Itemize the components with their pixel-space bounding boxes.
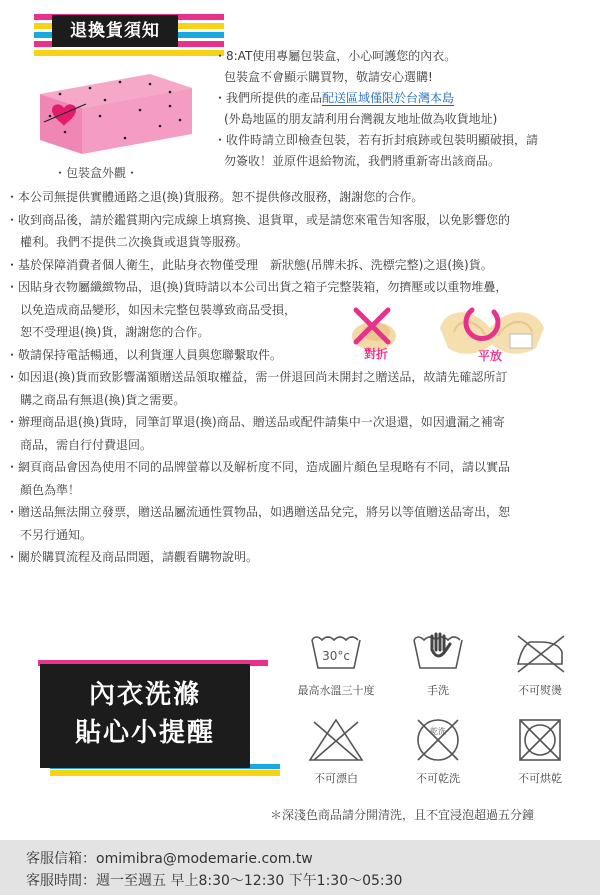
note-line: 勿簽收！並原件退給物流，我們將重新寄出該商品。 [224,154,501,168]
packaging-box-image [30,66,200,156]
list-item: ・基於保障消費者個人衛生，此貼身衣物僅受理 新狀態(吊牌未拆、洗標完整)之退(換)貨。 [6,257,493,272]
list-item-continued: 購之商品有無退(換)貨之需要。 [20,392,186,407]
care-label: 不可漂白 [314,772,358,785]
list-item: ・如因退(換)貨而致影響滿額贈送品領取權益，需一併退回尚未開封之贈送品，故請先確認所訂 [6,370,508,384]
list-item-continued: 商品，需自行付費退回。 [20,437,153,452]
care-wash-30 [290,628,382,708]
list-item: ・因貼身衣物屬纖緻物品，退(換)貨時請以本公司出貨之箱子完整裝箱，勿擠壓或以重物堆疊， [6,280,508,294]
packaging-box-caption: ・包裝盒外觀・ [54,166,139,180]
list-item-continued: 顏色為準！ [20,482,81,497]
list-item-continued: 以免造成商品變形，如因未完整包裝導致商品受損， [20,302,297,317]
note-line [214,88,584,109]
no-iron-icon [510,628,570,676]
dry-clean-symbol: 乾洗 [430,727,446,736]
care-label: 不可烘乾 [518,772,562,785]
service-email[interactable]: 客服信箱：omimibra@modemarie.com.tw [26,851,313,867]
list-item: ・收到商品後，請於鑑賞期內完成線上填寫換、退貨單，或是請您來電告知客服，以免影響您的 [6,212,511,227]
care-label: 手洗 [427,684,449,697]
wash-temp-symbol: 30°c [322,649,350,663]
list-item-continued: 不另行通知。 [20,527,93,542]
note-line: 包裝盒不會顯示購買物，敬請安心選購! [224,70,433,84]
service-hours: 客服時間：週一至週五 早上8:30～12:30 下午1:30～05:30 [26,873,403,889]
list-item-continued: 恕不受理退(換)貨，謝謝您的合作。 [20,325,210,339]
bra-bad-label: 對折 [363,347,389,361]
delivery-area-highlight: 配送區域僅限於台灣本島 [322,91,455,105]
care-symbols-grid [290,628,590,798]
care-label: 最高水溫三十度 [297,684,375,697]
packaging-notes [214,46,584,172]
laundry-title-line1: 內衣洗滌 [88,680,201,710]
care-note: ＊深淺色商品請分開清洗，且不宜浸泡超過五分鐘 [270,808,535,822]
lstripe-yellow [50,770,280,776]
customer-service-footer [0,840,600,895]
no-dry-clean-icon [408,716,468,764]
flat-bra-image [432,298,554,366]
list-item-continued: 權利。我們不提供二次換貨或退貨等服務。 [20,235,249,249]
note-line: ・收件時請立即檢查包裝，若有折封痕跡或包裝明顯破損，請 [214,133,539,147]
bra-good-label: 平放 [477,349,503,363]
stripe-yellow-2 [34,50,224,56]
list-item: ・本公司無提供實體通路之退(換)貨服務。恕不提供修改服務，謝謝您的合作。 [6,190,424,204]
care-no-bleach [290,716,382,796]
hand-wash-icon [408,628,468,676]
laundry-title-line2: 貼心小提醒 [74,718,215,748]
list-item: ・網頁商品會因為使用不同的品牌螢幕以及解析度不同，造成圖片顏色呈現略有不同，請以實品 [6,460,511,474]
care-no-dry-clean [392,716,484,796]
list-item: ・贈送品無法開立發票，贈送品屬流通性質物品，如遇贈送品兌完，將另以等值贈送品寄出，恕 [6,505,511,519]
note-text: ・我們所提供的產品 [214,91,323,105]
no-tumble-dry-icon [510,716,570,764]
care-label: 不可乾洗 [416,772,460,785]
wash-30-icon [306,628,366,676]
care-no-iron [494,628,586,708]
laundry-title [40,664,250,768]
no-bleach-icon [306,716,366,764]
note-line: ・8:AT使用專屬包裝盒，小心呵護您的內衣。 [214,49,457,63]
folded-bra-image [340,300,410,362]
list-item: ・關於購買流程及商品問題，請觀看購物說明。 [6,550,259,564]
return-policy-list [6,186,590,569]
care-label: 不可熨燙 [518,684,562,697]
note-line: (外島地區的朋友請利用台灣親友地址做為收貨地址) [224,112,498,126]
care-no-tumble-dry [494,716,586,796]
list-item: ・辦理商品退(換)貨時，同筆訂單退(換)商品、贈送品或配件請集中一次退還，如因遺漏之補寄 [6,415,505,429]
care-hand-wash [392,628,484,708]
page-title: 退換貨須知 [52,15,178,47]
list-item: ・敬請保持電話暢通，以利貨運人員與您聯繫取件。 [6,347,283,362]
